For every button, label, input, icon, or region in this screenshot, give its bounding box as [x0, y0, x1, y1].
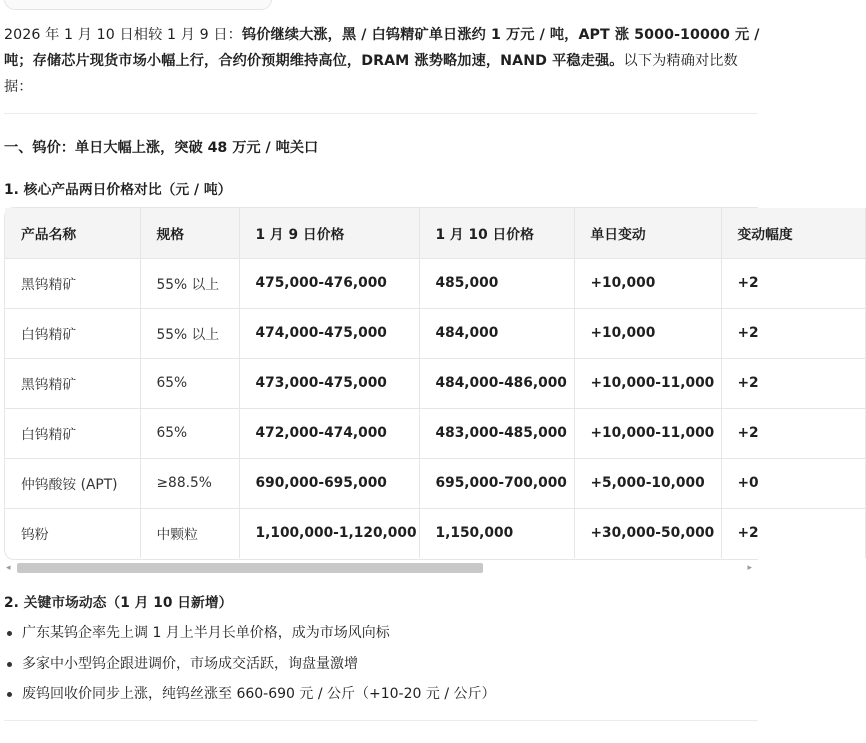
intro-paragraph	[4, 22, 760, 100]
cell-price-jan9: 690,000-695,000	[239, 458, 419, 508]
price-table	[5, 208, 866, 558]
cell-daily-change: +5,000-10,000	[574, 458, 721, 508]
cell-change-pct: +0	[721, 458, 865, 508]
list-item: 废钨回收价同步上涨，纯钨丝涨至 660-690 元 / 公斤（+10-20 元 / 公斤）	[4, 679, 758, 710]
subheading-market-dynamics: 2. 关键市场动态（1 月 10 日新增）	[4, 595, 233, 611]
divider	[4, 113, 758, 114]
cell-product: 白钨精矿	[5, 408, 140, 458]
cell-price-jan10: 1,150,000	[419, 508, 574, 558]
cell-daily-change: +30,000-50,000	[574, 508, 721, 558]
cell-price-jan10: 484,000	[419, 308, 574, 358]
header-product: 产品名称	[5, 208, 140, 258]
table-horizontal-scrollbar[interactable]	[4, 561, 758, 575]
intro-tail: 以下为精确对比数据：	[4, 53, 738, 95]
cell-price-jan9: 473,000-475,000	[239, 358, 419, 408]
intro-lead: 2026 年 1 月 10 日相较 1 月 9 日：	[4, 27, 242, 43]
scrollbar-thumb[interactable]	[17, 563, 483, 573]
cell-change-pct: +2	[721, 508, 865, 558]
header-change-pct: 变动幅度	[721, 208, 865, 258]
header-price-jan10: 1 月 10 日价格	[419, 208, 574, 258]
cell-spec: 55% 以上	[140, 308, 239, 358]
header-daily-change: 单日变动	[574, 208, 721, 258]
scroll-left-arrow-icon[interactable]: ◂	[6, 563, 11, 573]
table-header-row	[5, 208, 865, 258]
cell-price-jan9: 474,000-475,000	[239, 308, 419, 358]
cell-product: 白钨精矿	[5, 308, 140, 358]
cell-product: 黑钨精矿	[5, 358, 140, 408]
cell-price-jan10: 484,000-486,000	[419, 358, 574, 408]
cell-change-pct: +2	[721, 408, 865, 458]
cell-product: 黑钨精矿	[5, 258, 140, 308]
table-row	[5, 358, 865, 408]
cell-change-pct: +2	[721, 308, 865, 358]
table-row	[5, 458, 865, 508]
market-dynamics-list	[4, 618, 758, 710]
price-table-container[interactable]	[4, 207, 793, 560]
list-item: 多家中小型钨企跟进调价，市场成交活跃，询盘量激增	[4, 649, 758, 680]
cell-spec: 55% 以上	[140, 258, 239, 308]
cell-spec: ≥88.5%	[140, 458, 239, 508]
divider	[4, 720, 758, 721]
cell-spec: 65%	[140, 358, 239, 408]
cell-spec: 中颗粒	[140, 508, 239, 558]
table-row	[5, 408, 865, 458]
cell-price-jan9: 475,000-476,000	[239, 258, 419, 308]
scroll-right-arrow-icon[interactable]: ▸	[747, 563, 752, 573]
cell-daily-change: +10,000-11,000	[574, 408, 721, 458]
section-title-tungsten: 一、钨价：单日大幅上涨，突破 48 万元 / 吨关口	[4, 140, 319, 156]
subheading-price-comparison: 1. 核心产品两日价格对比（元 / 吨）	[4, 182, 232, 198]
cell-daily-change: +10,000	[574, 258, 721, 308]
cell-price-jan10: 485,000	[419, 258, 574, 308]
cell-product: 仲钨酸铵 (APT)	[5, 458, 140, 508]
table-row	[5, 308, 865, 358]
intro-highlight: 钨价继续大涨，黑 / 白钨精矿单日涨约 1 万元 / 吨，APT 涨 5000-10000 元 / 吨；存储芯片现货市场小幅上行，合约价预期维持高位，DRAM 涨势略加速，NAND 平稳走强。	[4, 27, 760, 69]
table-row	[5, 508, 865, 558]
cell-price-jan10: 695,000-700,000	[419, 458, 574, 508]
header-price-jan9: 1 月 9 日价格	[239, 208, 419, 258]
list-item: 广东某钨企率先上调 1 月上半月长单价格，成为市场风向标	[4, 618, 758, 649]
cell-change-pct: +2	[721, 258, 865, 308]
cell-spec: 65%	[140, 408, 239, 458]
cell-change-pct: +2	[721, 358, 865, 408]
cell-daily-change: +10,000	[574, 308, 721, 358]
cell-product: 钨粉	[5, 508, 140, 558]
cell-price-jan10: 483,000-485,000	[419, 408, 574, 458]
header-spec: 规格	[140, 208, 239, 258]
previous-message-bubble	[4, 0, 272, 10]
cell-daily-change: +10,000-11,000	[574, 358, 721, 408]
table-row	[5, 258, 865, 308]
cell-price-jan9: 1,100,000-1,120,000	[239, 508, 419, 558]
cell-price-jan9: 472,000-474,000	[239, 408, 419, 458]
